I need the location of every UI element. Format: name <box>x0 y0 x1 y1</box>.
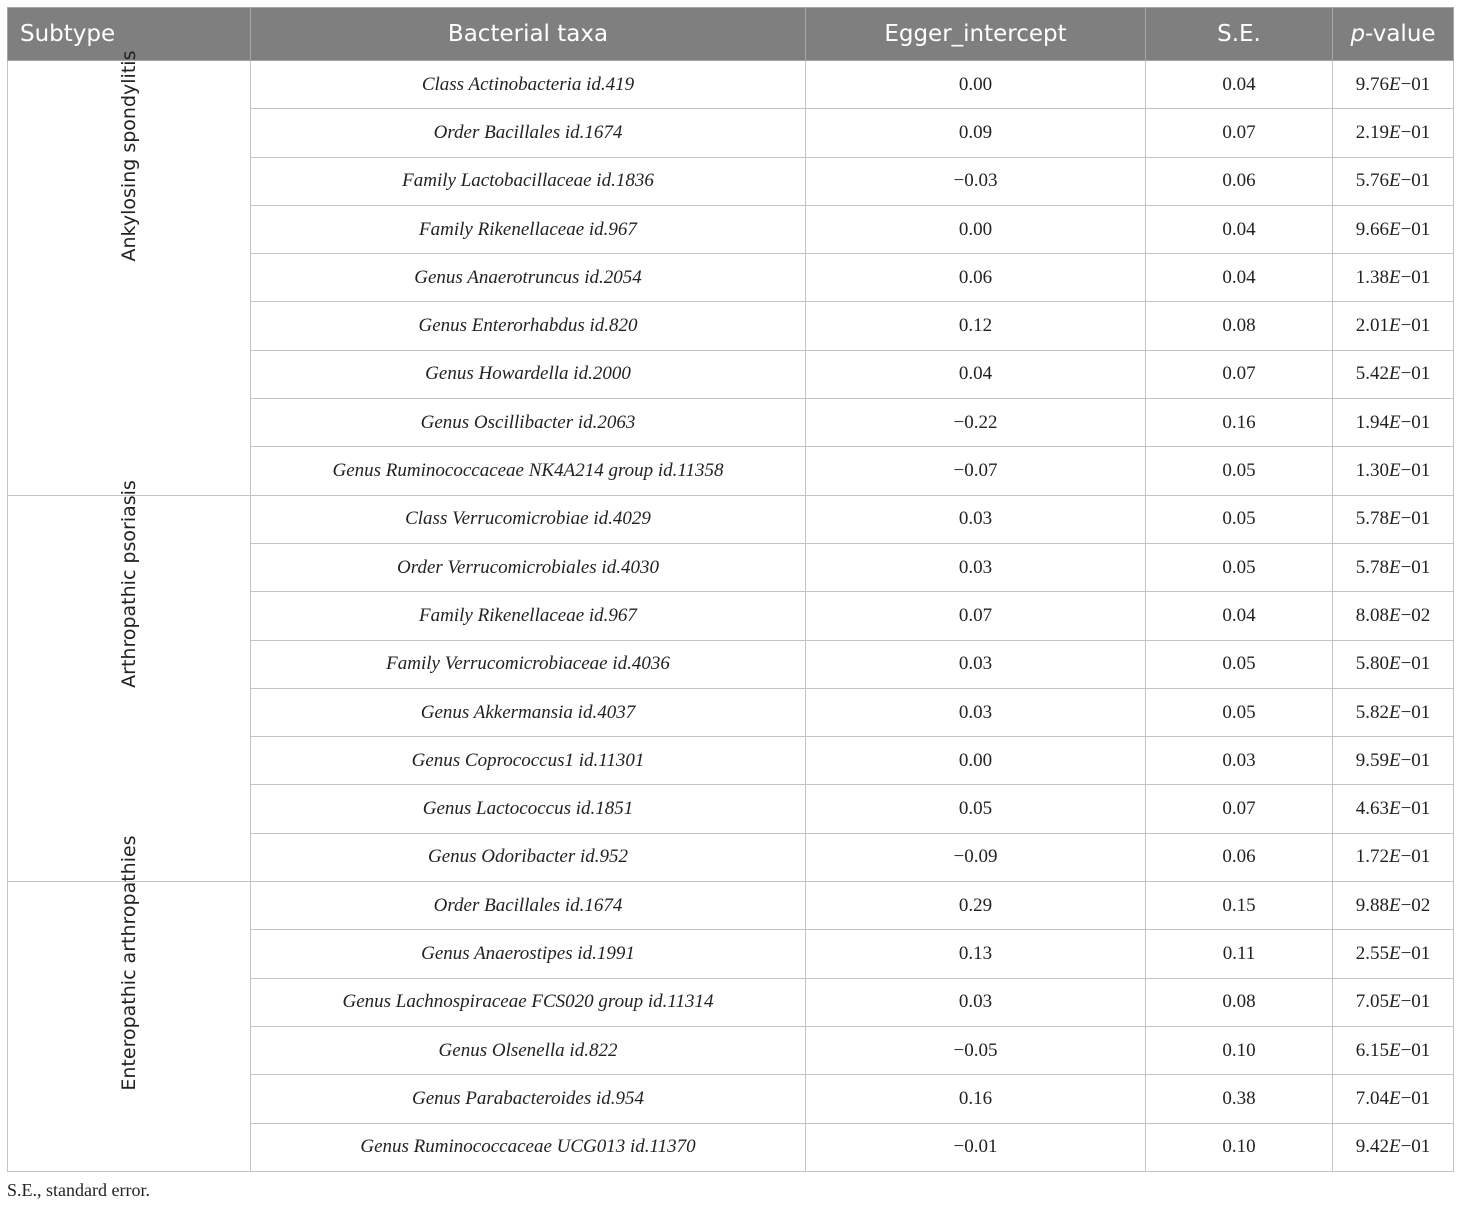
taxa-cell: Genus Ruminococcaceae UCG013 id.11370 <box>251 1123 806 1171</box>
intercept-cell: 0.13 <box>806 930 1146 978</box>
subtype-label: Ankylosing spondylitis <box>118 50 140 262</box>
se-cell: 0.03 <box>1146 737 1333 785</box>
taxa-cell: Genus Akkermansia id.4037 <box>251 688 806 736</box>
se-cell: 0.38 <box>1146 1075 1333 1123</box>
p-value-cell: 9.88E−02 <box>1333 882 1454 930</box>
header-p-rest: -value <box>1365 21 1436 47</box>
intercept-cell: −0.03 <box>806 157 1146 205</box>
taxa-cell: Genus Howardella id.2000 <box>251 350 806 398</box>
intercept-cell: 0.03 <box>806 495 1146 543</box>
intercept-cell: 0.06 <box>806 254 1146 302</box>
egger-intercept-table <box>7 7 1454 1172</box>
se-cell: 0.05 <box>1146 640 1333 688</box>
header-p-italic: p <box>1350 21 1366 47</box>
p-value-cell: 2.19E−01 <box>1333 109 1454 157</box>
taxa-cell: Family Lactobacillaceae id.1836 <box>251 157 806 205</box>
intercept-cell: −0.05 <box>806 1026 1146 1074</box>
se-cell: 0.07 <box>1146 350 1333 398</box>
p-value-cell: 8.08E−02 <box>1333 592 1454 640</box>
subtype-cell <box>8 835 251 1172</box>
se-cell: 0.07 <box>1146 785 1333 833</box>
taxa-cell: Order Bacillales id.1674 <box>251 109 806 157</box>
p-value-cell: 9.66E−01 <box>1333 205 1454 253</box>
subtype-label: Arthropathic psoriasis <box>118 480 140 689</box>
taxa-cell: Genus Ruminococcaceae NK4A214 group id.11358 <box>251 447 806 495</box>
intercept-cell: 0.03 <box>806 688 1146 736</box>
p-value-cell: 9.42E−01 <box>1333 1123 1454 1171</box>
intercept-cell: −0.07 <box>806 447 1146 495</box>
se-cell: 0.11 <box>1146 930 1333 978</box>
table-body <box>8 50 1454 1172</box>
p-value-cell: 5.80E−01 <box>1333 640 1454 688</box>
se-cell: 0.04 <box>1146 61 1333 109</box>
se-cell: 0.05 <box>1146 447 1333 495</box>
taxa-cell: Order Bacillales id.1674 <box>251 882 806 930</box>
taxa-cell: Genus Parabacteroides id.954 <box>251 1075 806 1123</box>
taxa-cell: Class Actinobacteria id.419 <box>251 61 806 109</box>
p-value-cell: 4.63E−01 <box>1333 785 1454 833</box>
p-value-cell: 9.76E−01 <box>1333 61 1454 109</box>
p-value-cell: 5.42E−01 <box>1333 350 1454 398</box>
taxa-cell: Genus Olsenella id.822 <box>251 1026 806 1074</box>
se-cell: 0.05 <box>1146 543 1333 591</box>
se-cell: 0.04 <box>1146 592 1333 640</box>
p-value-cell: 1.30E−01 <box>1333 447 1454 495</box>
se-cell: 0.05 <box>1146 688 1333 736</box>
p-value-cell: 2.55E−01 <box>1333 930 1454 978</box>
table-row <box>8 882 1454 930</box>
p-value-cell: 1.38E−01 <box>1333 254 1454 302</box>
intercept-cell: −0.09 <box>806 833 1146 881</box>
header-egger-intercept: Egger_intercept <box>806 8 1146 61</box>
p-value-cell: 5.76E−01 <box>1333 157 1454 205</box>
se-cell: 0.06 <box>1146 833 1333 881</box>
intercept-cell: −0.22 <box>806 399 1146 447</box>
se-cell: 0.16 <box>1146 399 1333 447</box>
p-value-cell: 5.82E−01 <box>1333 688 1454 736</box>
intercept-cell: 0.05 <box>806 785 1146 833</box>
header-row <box>8 8 1454 61</box>
p-value-cell: 7.04E−01 <box>1333 1075 1454 1123</box>
taxa-cell: Family Verrucomicrobiaceae id.4036 <box>251 640 806 688</box>
p-value-cell: 9.59E−01 <box>1333 737 1454 785</box>
p-value-cell: 5.78E−01 <box>1333 543 1454 591</box>
taxa-cell: Genus Lachnospiraceae FCS020 group id.11314 <box>251 978 806 1026</box>
se-cell: 0.10 <box>1146 1026 1333 1074</box>
p-value-cell: 2.01E−01 <box>1333 302 1454 350</box>
table-footnote: S.E., standard error. <box>7 1180 150 1200</box>
taxa-cell: Genus Enterorhabdus id.820 <box>251 302 806 350</box>
taxa-cell: Genus Anaerotruncus id.2054 <box>251 254 806 302</box>
intercept-cell: 0.09 <box>806 109 1146 157</box>
se-cell: 0.08 <box>1146 978 1333 1026</box>
se-cell: 0.10 <box>1146 1123 1333 1171</box>
se-cell: 0.07 <box>1146 109 1333 157</box>
intercept-cell: 0.07 <box>806 592 1146 640</box>
taxa-cell: Genus Odoribacter id.952 <box>251 833 806 881</box>
intercept-cell: −0.01 <box>806 1123 1146 1171</box>
taxa-cell: Family Rikenellaceae id.967 <box>251 205 806 253</box>
taxa-cell: Genus Oscillibacter id.2063 <box>251 399 806 447</box>
header-subtype: Subtype <box>8 8 251 61</box>
se-cell: 0.04 <box>1146 254 1333 302</box>
header-se: S.E. <box>1146 8 1333 61</box>
intercept-cell: 0.04 <box>806 350 1146 398</box>
p-value-cell: 7.05E−01 <box>1333 978 1454 1026</box>
subtype-label: Enteropathic arthropathies <box>118 835 140 1091</box>
p-value-cell: 1.94E−01 <box>1333 399 1454 447</box>
taxa-cell: Class Verrucomicrobiae id.4029 <box>251 495 806 543</box>
header-p-value <box>1333 8 1454 61</box>
taxa-cell: Genus Coprococcus1 id.11301 <box>251 737 806 785</box>
intercept-cell: 0.29 <box>806 882 1146 930</box>
intercept-cell: 0.03 <box>806 543 1146 591</box>
taxa-cell: Order Verrucomicrobiales id.4030 <box>251 543 806 591</box>
table-row <box>8 495 1454 543</box>
taxa-cell: Genus Lactococcus id.1851 <box>251 785 806 833</box>
p-value-cell: 1.72E−01 <box>1333 833 1454 881</box>
intercept-cell: 0.00 <box>806 61 1146 109</box>
se-cell: 0.06 <box>1146 157 1333 205</box>
p-value-cell: 6.15E−01 <box>1333 1026 1454 1074</box>
intercept-cell: 0.03 <box>806 978 1146 1026</box>
se-cell: 0.15 <box>1146 882 1333 930</box>
intercept-cell: 0.00 <box>806 737 1146 785</box>
header-bacterial-taxa: Bacterial taxa <box>251 8 806 61</box>
table-row <box>8 61 1454 109</box>
p-value-cell: 5.78E−01 <box>1333 495 1454 543</box>
se-cell: 0.04 <box>1146 205 1333 253</box>
taxa-cell: Family Rikenellaceae id.967 <box>251 592 806 640</box>
intercept-cell: 0.00 <box>806 205 1146 253</box>
se-cell: 0.05 <box>1146 495 1333 543</box>
intercept-cell: 0.16 <box>806 1075 1146 1123</box>
se-cell: 0.08 <box>1146 302 1333 350</box>
intercept-cell: 0.12 <box>806 302 1146 350</box>
taxa-cell: Genus Anaerostipes id.1991 <box>251 930 806 978</box>
intercept-cell: 0.03 <box>806 640 1146 688</box>
